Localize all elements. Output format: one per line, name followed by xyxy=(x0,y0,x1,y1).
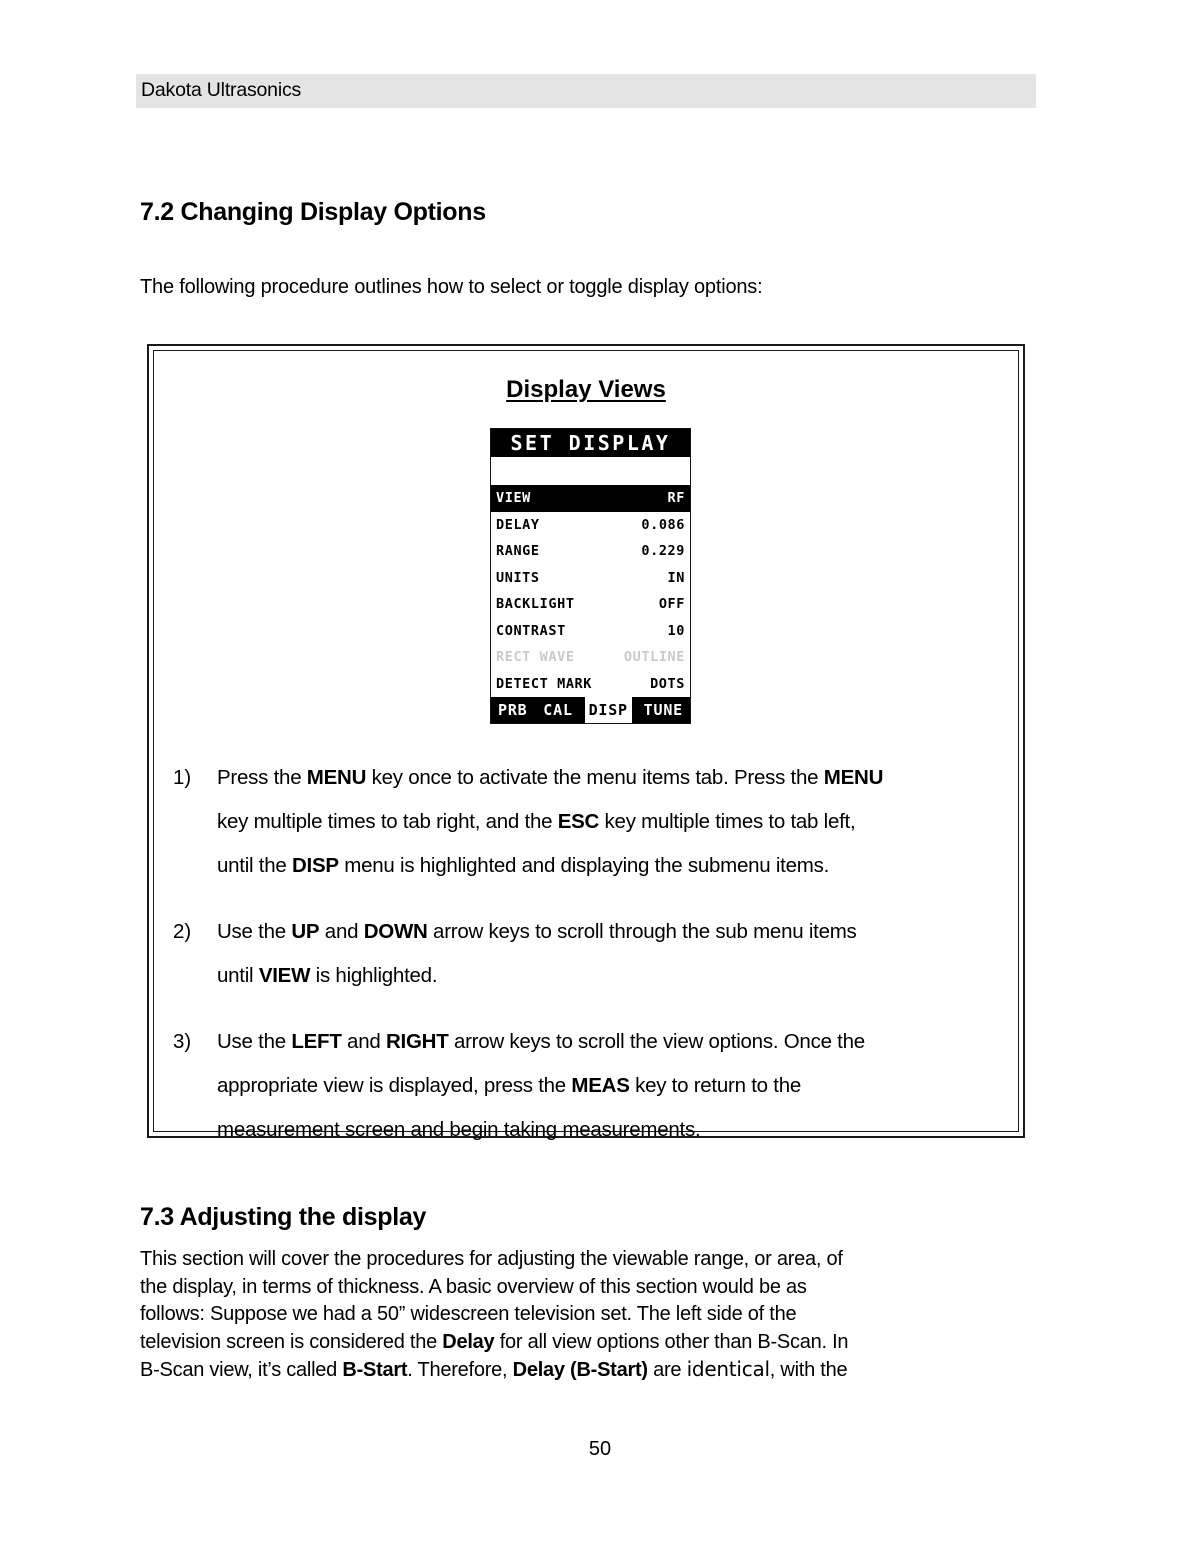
emphasis-text: DOWN xyxy=(363,920,428,943)
body-text: for all view options other than B-Scan. In xyxy=(494,1330,849,1353)
body-text: menu is highlighted and displaying the submenu items. xyxy=(338,854,830,877)
lcd-menu-row[interactable] xyxy=(491,485,690,512)
procedure-step-line xyxy=(217,844,1001,888)
body-text: key to return to the xyxy=(629,1074,801,1097)
lcd-menu-row-label: CONTRAST xyxy=(496,622,566,639)
procedure-step-text xyxy=(217,1020,1001,1152)
lcd-menu-row[interactable] xyxy=(491,512,690,539)
body-text: are xyxy=(647,1359,687,1381)
procedure-step-line xyxy=(217,1108,1001,1152)
figure-caption-display-views: Display Views xyxy=(506,376,666,403)
lcd-menu-row[interactable] xyxy=(491,671,690,698)
section-7-2-intro-paragraph: The following procedure outlines how to select or toggle display options: xyxy=(140,276,763,298)
lcd-menu-row-label: RECT WAVE xyxy=(496,649,575,666)
procedure-step-number: 3) xyxy=(173,1030,192,1053)
procedure-figure-box xyxy=(147,344,1025,1141)
body-text: until the xyxy=(217,854,292,877)
body-text: follows: Suppose we had a 50” widescreen television set. The left side of the xyxy=(140,1303,797,1325)
lcd-menu-row-value: OUTLINE xyxy=(623,649,685,666)
body-text: and xyxy=(341,1030,386,1053)
lcd-menu-row-label: DELAY xyxy=(496,516,540,533)
lcd-screen-title: SET DISPLAY xyxy=(491,429,690,457)
body-text: identical xyxy=(686,1357,770,1381)
lcd-menu-row-value: DOTS xyxy=(650,675,685,692)
lcd-blank-row xyxy=(491,457,690,485)
lcd-menu-row[interactable] xyxy=(491,538,690,565)
lcd-tab-tune[interactable]: TUNE xyxy=(643,701,683,719)
body-text: B-Scan view, it’s called xyxy=(140,1359,343,1381)
procedure-step-line xyxy=(217,954,1001,998)
emphasis-text: MEAS xyxy=(571,1074,630,1097)
body-paragraph-line xyxy=(140,1329,1020,1357)
section-7-3-body-paragraph xyxy=(140,1246,1020,1385)
lcd-menu-row-value: RF xyxy=(667,490,685,507)
body-text: key multiple times to tab left, xyxy=(599,810,856,833)
body-text: , with the xyxy=(769,1359,848,1381)
procedure-step-line xyxy=(217,910,1001,954)
emphasis-text: Delay (B-Start) xyxy=(512,1359,648,1381)
lcd-menu-row-value: 0.086 xyxy=(641,516,685,533)
body-paragraph-line xyxy=(140,1274,1020,1302)
emphasis-text: UP xyxy=(291,920,320,943)
lcd-device-screenshot xyxy=(490,428,691,724)
emphasis-text: MENU xyxy=(306,766,367,789)
lcd-menu-row[interactable] xyxy=(491,644,690,671)
body-text: Press the xyxy=(217,766,307,789)
page-number: 50 xyxy=(588,1438,612,1460)
lcd-tab-prb[interactable]: PRB xyxy=(498,701,528,719)
body-paragraph-line xyxy=(140,1301,1020,1329)
emphasis-text: LEFT xyxy=(291,1030,342,1053)
body-text: key multiple times to tab right, and the xyxy=(217,810,558,833)
lcd-tab-cal[interactable]: CAL xyxy=(543,701,573,719)
lcd-menu-row-label: RANGE xyxy=(496,543,540,560)
lcd-menu-row-label: UNITS xyxy=(496,569,540,586)
procedure-step-text xyxy=(217,910,1001,998)
body-text: Use the xyxy=(217,1030,292,1053)
page-running-header xyxy=(136,74,1036,108)
procedure-step-text xyxy=(217,756,1001,888)
lcd-menu-list xyxy=(491,485,690,697)
body-text: appropriate view is displayed, press the xyxy=(217,1074,572,1097)
procedure-step-list xyxy=(173,756,1001,1174)
procedure-step xyxy=(173,756,1001,888)
body-text: key once to activate the menu items tab. Press the xyxy=(366,766,824,789)
procedure-step-line xyxy=(217,800,1001,844)
lcd-menu-row-value: 10 xyxy=(667,622,685,639)
body-text: the display, in terms of thickness. A basic overview of this section would be as xyxy=(140,1275,807,1298)
procedure-step xyxy=(173,1020,1001,1152)
body-text: This section will cover the procedures for adjusting the viewable range, or area, of xyxy=(140,1248,843,1270)
procedure-step-line xyxy=(217,1020,1001,1064)
lcd-menu-row-label: DETECT MARK xyxy=(496,675,593,692)
body-paragraph-line xyxy=(140,1246,1020,1274)
procedure-step-line xyxy=(217,756,1001,800)
body-text: television screen is considered the xyxy=(140,1330,443,1353)
lcd-menu-row-value: 0.229 xyxy=(641,543,685,560)
lcd-menu-row-label: VIEW xyxy=(496,490,531,507)
body-text: Use the xyxy=(217,920,292,943)
procedure-step-number: 1) xyxy=(173,766,192,789)
procedure-step xyxy=(173,910,1001,998)
body-text: measurement screen and begin taking measurements. xyxy=(217,1118,701,1141)
lcd-menu-row[interactable] xyxy=(491,565,690,592)
lcd-menu-row-value: IN xyxy=(667,569,685,586)
emphasis-text: RIGHT xyxy=(385,1030,449,1053)
emphasis-text: VIEW xyxy=(258,964,311,987)
body-text: arrow keys to scroll through the sub menu items xyxy=(427,920,857,943)
procedure-step-line xyxy=(217,1064,1001,1108)
body-text: is highlighted. xyxy=(310,964,438,987)
section-heading-7-3: 7.3 Adjusting the display xyxy=(140,1203,427,1231)
lcd-menu-row[interactable] xyxy=(491,591,690,618)
body-text: arrow keys to scroll the view options. Once the xyxy=(448,1030,865,1053)
lcd-menu-row-label: BACKLIGHT xyxy=(496,596,575,613)
body-text: . Therefore, xyxy=(407,1359,513,1381)
lcd-menu-row[interactable] xyxy=(491,618,690,645)
section-heading-7-2: 7.2 Changing Display Options xyxy=(140,198,486,226)
body-text: until xyxy=(217,964,259,987)
lcd-tab-bar xyxy=(491,697,690,723)
lcd-tab-disp[interactable]: DISP xyxy=(585,697,632,723)
emphasis-text: B-Start xyxy=(342,1359,408,1381)
body-paragraph-line xyxy=(140,1356,1020,1385)
running-header-title: Dakota Ultrasonics xyxy=(141,79,302,102)
procedure-step-number: 2) xyxy=(173,920,192,943)
emphasis-text: DISP xyxy=(292,854,339,877)
emphasis-text: ESC xyxy=(557,810,600,833)
lcd-menu-row-value: OFF xyxy=(658,596,685,613)
emphasis-text: MENU xyxy=(823,766,884,789)
emphasis-text: Delay xyxy=(442,1330,495,1353)
body-text: and xyxy=(319,920,364,943)
